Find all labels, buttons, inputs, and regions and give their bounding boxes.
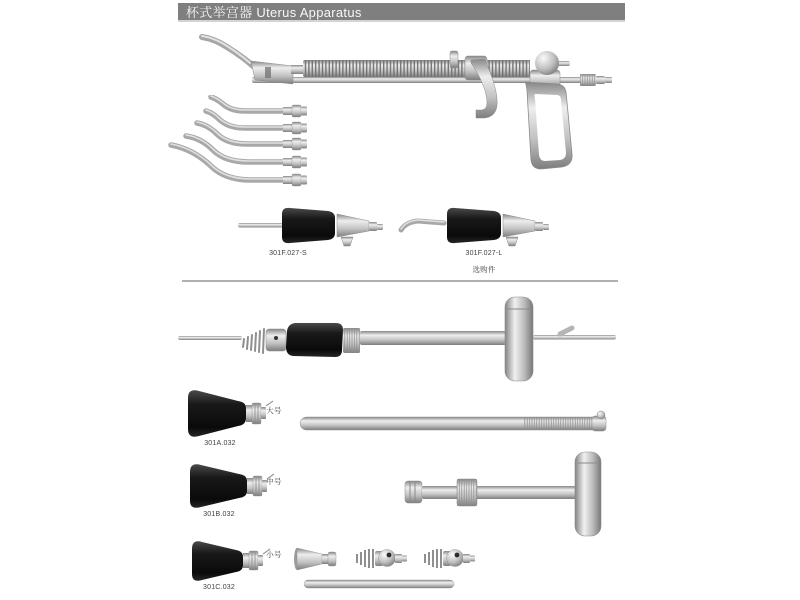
ball-knob [535,51,559,75]
black-cup [447,208,501,243]
t-handle-shaft-image [403,450,603,538]
cup-small-image [187,538,277,586]
short-rod [304,580,454,588]
product-code-301A032: 301A.032 [204,440,236,447]
black-cup [286,323,343,357]
tip-1 [211,96,307,117]
t-handle-grip [505,297,533,381]
section-divider [182,280,618,282]
size-label-large: 大号 [266,406,282,415]
optional-part-note: 选购件 [472,265,496,274]
product-code-301F027L: 301F.027-L [465,250,503,257]
page-title: 杯式举宫器 Uterus Apparatus [178,3,625,22]
product-code-301B032: 301B.032 [203,511,235,518]
product-code-301F027S: 301F.027-S [269,250,307,257]
black-cup [282,208,335,243]
cup-medium-image [185,462,280,514]
small-parts-image [292,545,482,593]
product-code-301C032: 301C.032 [203,584,235,591]
manipulator-body-image [178,295,618,385]
t-handle-grip [575,452,601,536]
size-label-small: 小号 [266,550,282,559]
cup-assembly-l-image [398,203,550,255]
extension-rod-image [298,408,616,438]
cone-adapter [294,548,336,570]
spring-section [243,329,264,353]
threaded-connector-2 [425,549,475,568]
cup-assembly-s-image [238,203,388,255]
threaded-connector-1 [357,549,407,568]
size-label-medium: 中号 [266,477,282,486]
cervical-tip [202,37,253,66]
replacement-tips-image [165,95,315,205]
